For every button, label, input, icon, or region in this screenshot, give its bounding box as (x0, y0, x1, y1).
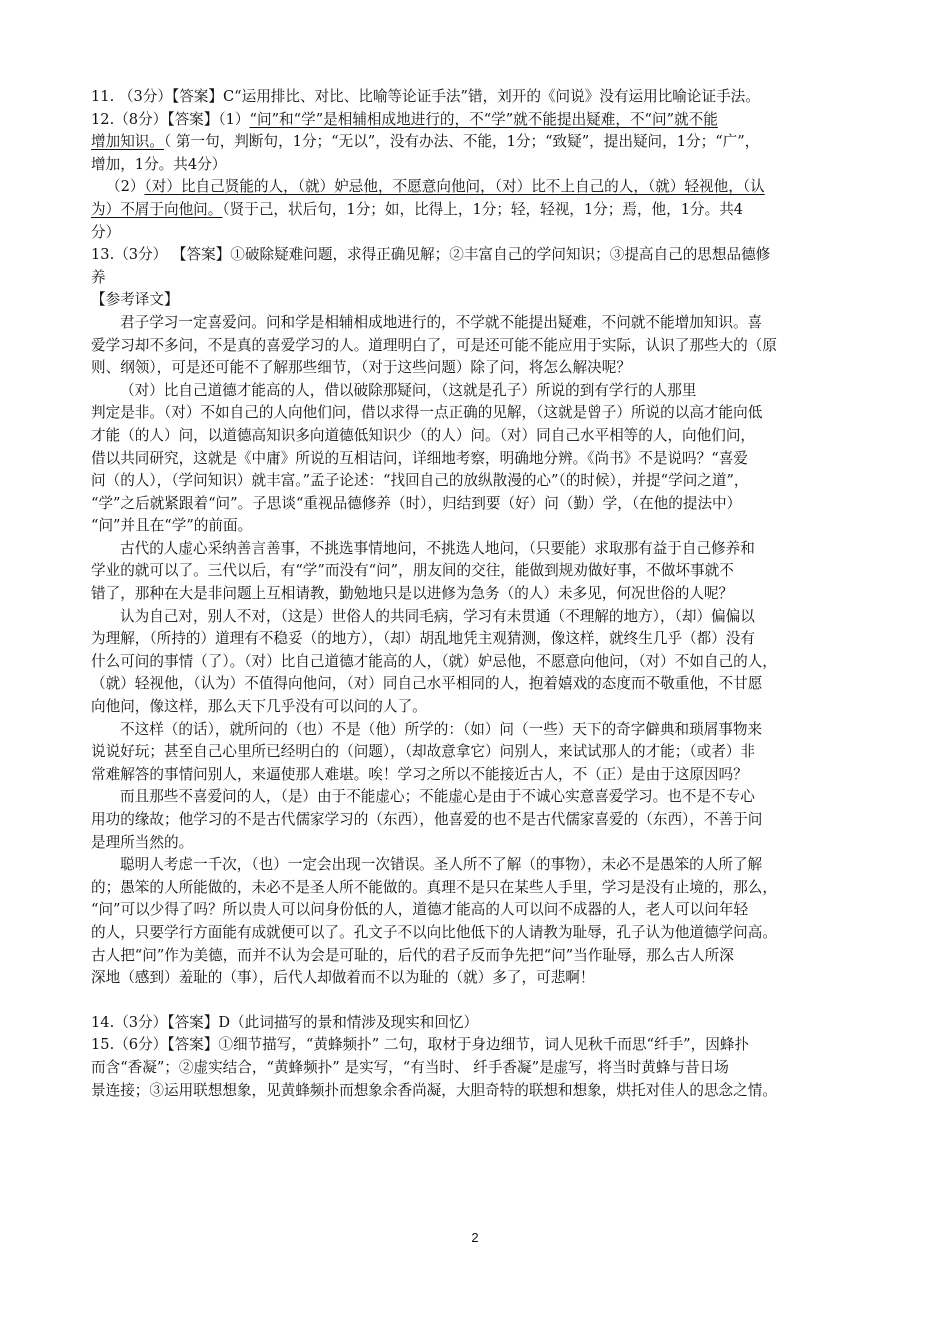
translation-line: 聪明人考虑一千次，（也）一定会出现一次错误。圣人所不了解（的事物），未必不是愚笨的人所了解 (120, 856, 763, 874)
underlined-translation: “问”和“学”是相辅相成地进行的，不“学”就不能提出疑难，不“问”就不能 (249, 110, 718, 128)
translation-line: 错了，那种在大是非问题上互相请教，勤勉地只是以进修为急务（的人）未多见，何况世俗的人呢？ (91, 585, 734, 603)
translation-line: 借以共同研究，这就是《中庸》所说的互相诘问，详细地考察，明确地分辨。《尚书》不是说吗？“喜爱 (91, 449, 748, 467)
translation-line: 认为自己对，别人不对，（这是）世俗人的共同毛病，学习有未贯通（不理解的地方），（却）偏偏以 (120, 607, 755, 625)
translation-line: “问”并且在“学”的前面。 (91, 517, 253, 535)
q13-answer-line1: 13.（3分） 【答案】①破除疑难问题，求得正确见解；②丰富自己的学问知识；③提高自己的思想品德修 (91, 246, 771, 264)
translation-line: 问（的人），（学问知识）就丰富。”孟子论述：“找回自己的放纵散漫的心”（的时候），并提“学问之道”， (91, 472, 749, 490)
q15-answer-line1: 15.（6分）【答案】①细节描写，“黄蜂频扑” 二句，取材于身边细节，词人见秋千而思“纤手”，因蜂扑 (91, 1036, 750, 1054)
page-number: 2 (471, 1230, 479, 1245)
q12-part2-line1: （2）（对）比自己贤能的人，（就）妒忌他，不愿意向他问，（对）比不上自己的人，（就）轻视他，（认 (106, 178, 765, 196)
translation-line: 君子学习一定喜爱问。问和学是相辅相成地进行的，不学就不能提出疑难，不问就不能增加知识。喜 (120, 313, 763, 331)
q13-answer-line2: 养 (91, 268, 106, 286)
answer-document (91, 86, 871, 1102)
translation-line: 而且那些不喜爱问的人，（是）由于不能虚心；不能虚心是由于不诚心实意喜爱学习。也不是不专心 (120, 788, 755, 806)
q12-answer-line1: 12.（8分）【答案】（1）“问”和“学”是相辅相成地进行的，不“学”就不能提出疑难，不“问”就不能 (91, 110, 718, 128)
translation-line: 常难解答的事情问别人，来逼使那人难堪。唉！学习之所以不能接近古人，不（正）是由于这原因吗？ (91, 765, 748, 783)
translation-line: 的；愚笨的人所能做的，未必不是圣人所不能做的。真理不是只在某些人手里，学习是没有止境的，那么， (91, 878, 777, 896)
translation-line: （对）比自己道德才能高的人，借以破除那疑问，（这就是孔子）所说的到有学行的人那里 (120, 381, 697, 399)
q12-part2-line2: 为）不屑于向他问。（贤于己，状后句，1分；如，比得上，1分；轻，轻视，1分；焉，他，1分。共4 (91, 200, 744, 218)
translation-line: “问”可以少得了吗？所以贵人可以问身份低的人，道德才能高的人可以问不成器的人，老人可以问年轻 (91, 901, 749, 919)
translation-line: 深地（感到）羞耻的（事），后代人却做着而不以为耻的（就）多了，可悲啊！ (91, 969, 595, 987)
translation-line: 是理所当然的。 (91, 833, 194, 851)
underlined-translation: 增加知识。 (91, 133, 164, 151)
q12-part2-line3: 分） (91, 223, 121, 241)
translation-line: 判定是非。（对）不如自己的人向他们问，借以求得一点正确的见解，（这就是曾子）所说的以高才能向低 (91, 404, 763, 422)
translation-line: 学业的就可以了。三代以后，有“学”而没有“问”，朋友间的交往，能做到规劝做好事，不做坏事就不 (91, 562, 734, 580)
underlined-translation: （对）比自己贤能的人，（就）妒忌他，不愿意向他问，（对）比不上自己的人，（就）轻视他，（认 (144, 178, 765, 196)
translation-line: 才能（的人）问，以道德高知识多向道德低知识少（的人）问。（对）同自己水平相等的人，向他们问， (91, 426, 756, 444)
q14-answer: 14.（3分）【答案】D（此词描写的景和情涉及现实和回忆） (91, 1013, 479, 1031)
translation-line: 什么可问的事情（了）。（对）比自己道德才能高的人，（就）妒忌他，不愿意向他问，（对）不如自己的人， (91, 652, 777, 670)
q11-answer: 11. （3分）【答案】C“运用排比、对比、比喻等论证手法”错，刘开的《问说》没有运用比喻论证手法。 (91, 88, 760, 105)
translation-line: 说说好玩；甚至自己心里所已经明白的（问题），（却故意拿它）问别人，来试试那人的才能；（或者）非 (91, 743, 756, 761)
q15-answer-line2: 而含“香凝”；②虚实结合，“黄蜂频扑” 是实写，“有当时、 纤手香凝”是虚写，将当时黄蜂与昔日场 (91, 1058, 729, 1076)
q15-answer-line3: 景连接；③运用联想想象，见黄蜂频扑而想象余香尚凝，大胆奇特的联想和想象，烘托对佳人的思念之情。 (91, 1081, 777, 1099)
translation-line: 为理解，（所持的）道理有不稳妥（的地方），（却）胡乱地凭主观猜测，像这样，就终生几乎（都）没有 (91, 630, 756, 648)
spacer (91, 990, 871, 1012)
translation-line: 向他问，像这样，那么天下几乎没有可以问的人了。 (91, 698, 427, 716)
translation-line: 爱学习却不多问，不是真的喜爱学习的人。道理明白了，可是还可能不能应用于实际，认识了那些大的（原 (91, 336, 777, 354)
translation-line: 不这样（的话），就所问的（也）不是（他）所学的：（如）问（一些）天下的奇字僻典和琐屑事物来 (120, 720, 763, 738)
q12-answer-line2: 增加知识。（ 第一句，判断句，1分；“无以”，没有办法、不能，1分；“致疑”，提出疑问，1分；“广”， (91, 133, 760, 151)
underlined-translation: 为）不屑于向他问。 (91, 200, 223, 218)
translation-line: 古代的人虚心采纳善言善事，不挑选事情地问，不挑选人地问，（只要能）求取那有益于自己修养和 (120, 539, 755, 557)
translation-line: “学”之后就紧跟着“问”。子思谈“重视品德修养（时），归结到要（好）问（勤）学，（在他的提法中） (91, 494, 742, 512)
translation-line: 用功的缘故；他学习的不是古代儒家学习的（东西），他喜爱的也不是古代儒家喜爱的（东西），不善于问 (91, 811, 763, 828)
translation-line: 则、纲领），可是还可能不了解那些细节，（对于这些问题）除了问，将怎么解决呢？ (91, 359, 631, 377)
translation-line: 的人，只要学行方面能有成就便可以了。孔文子不以向比他低下的人请教为耻辱，孔子认为他道德学问高。 (91, 923, 777, 941)
translation-line: （就）轻视他，（认为）不值得向他问，（对）同自己水平相同的人，抱着嬉戏的态度而不敬重他，不甘愿 (91, 675, 763, 693)
reference-translation-heading: 【参考译文】 (91, 291, 179, 309)
translation-line: 古人把“问”作为美德，而并不认为会是可耻的，后代的君子反而争先把“问”当作耻辱，那么古人所深 (91, 946, 734, 964)
q12-answer-line3: 增加，1分。共4分） (91, 155, 227, 173)
